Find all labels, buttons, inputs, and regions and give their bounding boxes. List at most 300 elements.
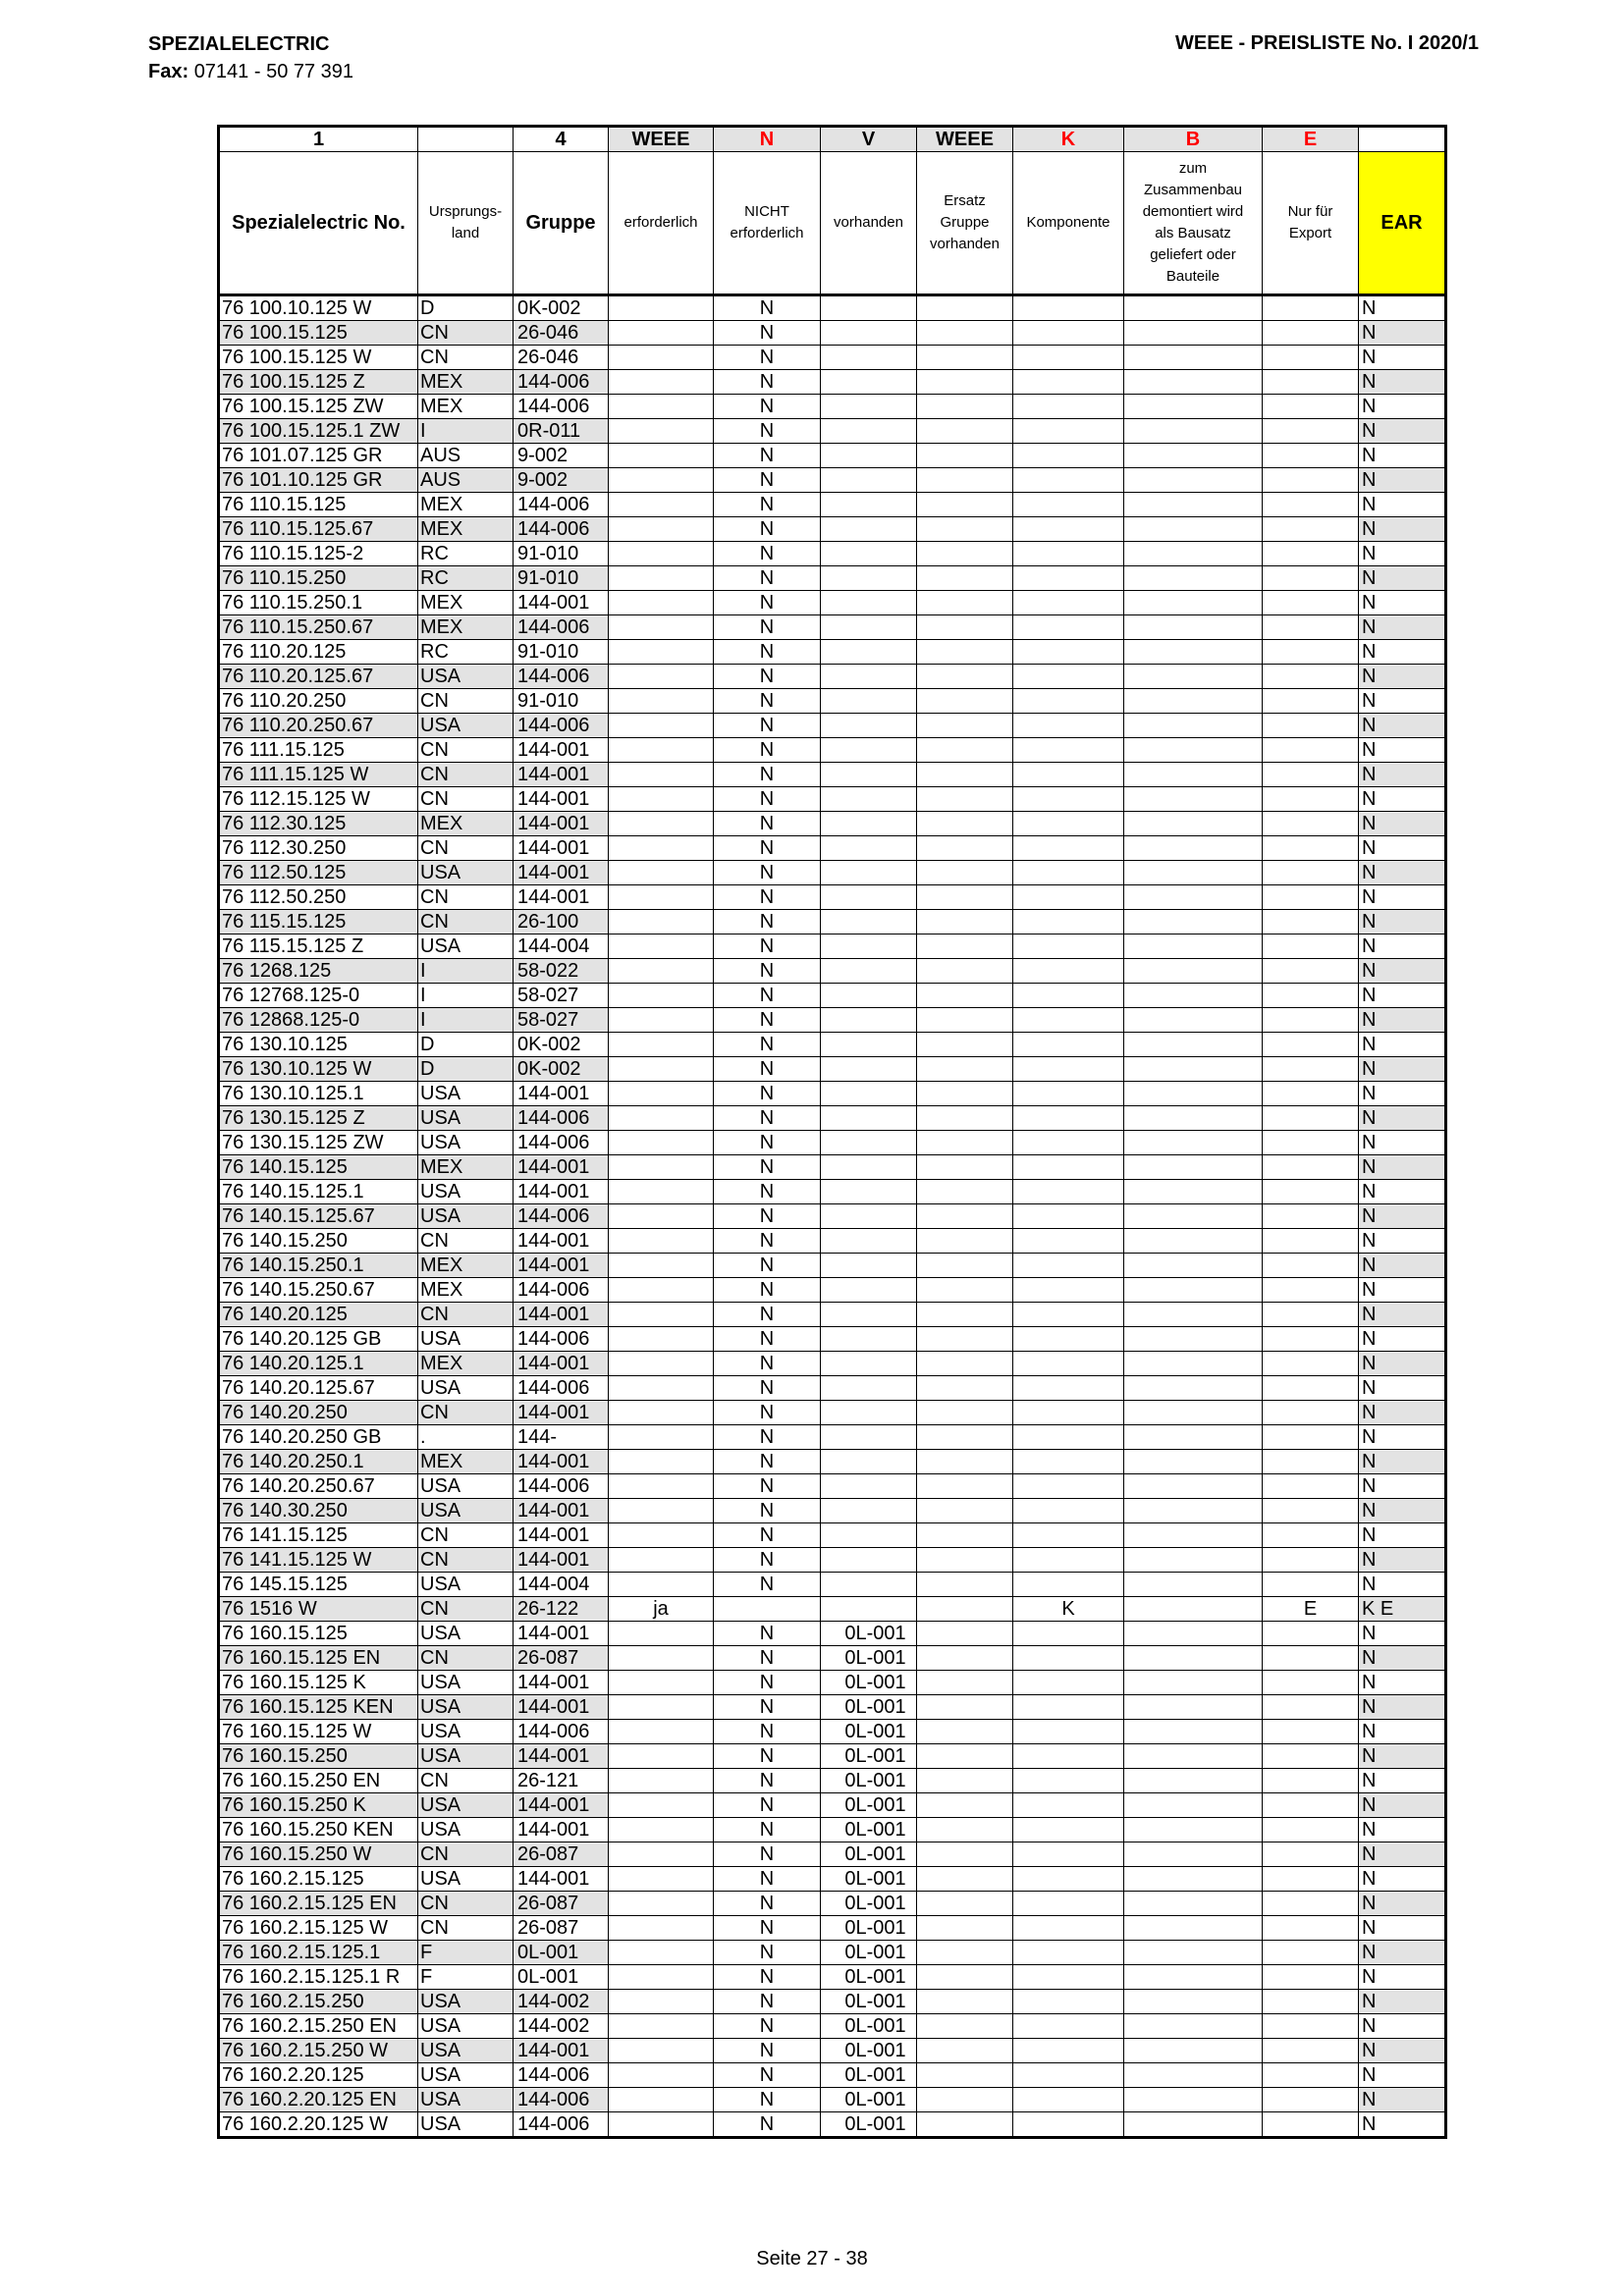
cell-gruppe: 144-001 — [514, 787, 609, 812]
cell-ersatz-gruppe — [917, 1892, 1013, 1916]
cell-zusammenbau — [1124, 1278, 1263, 1303]
cell-ear: N — [1359, 395, 1446, 419]
cell-zusammenbau — [1124, 2088, 1263, 2112]
cell-ersatz-gruppe — [917, 1033, 1013, 1057]
cell-komponente — [1013, 542, 1124, 566]
cell-nicht-erforderlich: N — [714, 1376, 821, 1401]
cell-ersatz-gruppe — [917, 1916, 1013, 1941]
cell-ursprungsland: CN — [418, 1916, 514, 1941]
cell-nicht-erforderlich: N — [714, 1303, 821, 1327]
cell-gruppe: 58-027 — [514, 984, 609, 1008]
cell-ersatz-gruppe — [917, 1842, 1013, 1867]
cell-gruppe: 144-001 — [514, 1082, 609, 1106]
table-row — [219, 1499, 1446, 1523]
cell-spezialelectric-no: 76 140.15.250.1 — [219, 1254, 418, 1278]
cell-spezialelectric-no: 76 101.07.125 GR — [219, 444, 418, 468]
cell-ersatz-gruppe — [917, 615, 1013, 640]
cell-nicht-erforderlich: N — [714, 444, 821, 468]
cell-ursprungsland: CN — [418, 836, 514, 861]
cell-ersatz-gruppe — [917, 1793, 1013, 1818]
cell-nicht-erforderlich: N — [714, 346, 821, 370]
cell-komponente — [1013, 1474, 1124, 1499]
cell-ersatz-gruppe — [917, 2014, 1013, 2039]
cell-nur-fuer-export — [1263, 395, 1359, 419]
cell-gruppe: 144-004 — [514, 1573, 609, 1597]
cell-nicht-erforderlich: N — [714, 1793, 821, 1818]
cell-gruppe: 144-006 — [514, 2088, 609, 2112]
cell-gruppe: 26-087 — [514, 1842, 609, 1867]
cell-ersatz-gruppe — [917, 2112, 1013, 2138]
cell-ear: N — [1359, 1916, 1446, 1941]
cell-nicht-erforderlich: N — [714, 1180, 821, 1204]
cell-ursprungsland: USA — [418, 1573, 514, 1597]
cell-vorhanden — [821, 1401, 917, 1425]
cell-ursprungsland: CN — [418, 1769, 514, 1793]
cell-erforderlich — [609, 1695, 714, 1720]
cell-ersatz-gruppe — [917, 1769, 1013, 1793]
cell-ear: N — [1359, 984, 1446, 1008]
cell-spezialelectric-no: 76 140.15.125.1 — [219, 1180, 418, 1204]
cell-komponente — [1013, 1155, 1124, 1180]
cell-ear: N — [1359, 1401, 1446, 1425]
cell-zusammenbau — [1124, 1425, 1263, 1450]
table-row — [219, 640, 1446, 665]
table-row — [219, 1867, 1446, 1892]
cell-nur-fuer-export — [1263, 1867, 1359, 1892]
header-erforderlich: erforderlich — [609, 152, 714, 295]
cell-ersatz-gruppe — [917, 1646, 1013, 1671]
cell-ear: N — [1359, 763, 1446, 787]
cell-komponente — [1013, 591, 1124, 615]
cell-ersatz-gruppe — [917, 493, 1013, 517]
cell-komponente — [1013, 1720, 1124, 1744]
cell-vorhanden — [821, 934, 917, 959]
cell-komponente — [1013, 395, 1124, 419]
cell-gruppe: 144-001 — [514, 885, 609, 910]
cell-vorhanden: 0L-001 — [821, 2063, 917, 2088]
fax-line — [148, 58, 353, 85]
cell-erforderlich — [609, 714, 714, 738]
table-row — [219, 1818, 1446, 1842]
cell-komponente — [1013, 1499, 1124, 1523]
cell-vorhanden — [821, 1057, 917, 1082]
cell-spezialelectric-no: 76 100.10.125 W — [219, 295, 418, 321]
cell-gruppe: 144-001 — [514, 1401, 609, 1425]
cell-zusammenbau — [1124, 1106, 1263, 1131]
cell-gruppe: 144-006 — [514, 1106, 609, 1131]
cell-spezialelectric-no: 76 110.15.125.67 — [219, 517, 418, 542]
cell-ersatz-gruppe — [917, 1867, 1013, 1892]
top-header-k: K — [1013, 127, 1124, 152]
cell-nur-fuer-export — [1263, 885, 1359, 910]
cell-spezialelectric-no: 76 140.20.125.67 — [219, 1376, 418, 1401]
cell-vorhanden — [821, 1548, 917, 1573]
table-row — [219, 1916, 1446, 1941]
cell-zusammenbau — [1124, 1941, 1263, 1965]
cell-komponente — [1013, 689, 1124, 714]
cell-vorhanden — [821, 1523, 917, 1548]
cell-zusammenbau — [1124, 1769, 1263, 1793]
cell-ursprungsland: D — [418, 1033, 514, 1057]
cell-komponente — [1013, 1842, 1124, 1867]
cell-spezialelectric-no: 76 100.15.125.1 ZW — [219, 419, 418, 444]
cell-nur-fuer-export — [1263, 1769, 1359, 1793]
table-row — [219, 295, 1446, 321]
cell-vorhanden — [821, 444, 917, 468]
cell-gruppe: 144-002 — [514, 1990, 609, 2014]
cell-ear: N — [1359, 1499, 1446, 1523]
cell-nicht-erforderlich: N — [714, 615, 821, 640]
table-row — [219, 812, 1446, 836]
cell-komponente — [1013, 812, 1124, 836]
cell-erforderlich — [609, 1278, 714, 1303]
cell-zusammenbau — [1124, 1376, 1263, 1401]
cell-ursprungsland: CN — [418, 787, 514, 812]
cell-gruppe: 144-006 — [514, 1474, 609, 1499]
cell-vorhanden — [821, 836, 917, 861]
table-row — [219, 1033, 1446, 1057]
cell-ursprungsland: MEX — [418, 615, 514, 640]
cell-vorhanden — [821, 1352, 917, 1376]
cell-ursprungsland: USA — [418, 1499, 514, 1523]
cell-spezialelectric-no: 76 140.20.250.67 — [219, 1474, 418, 1499]
cell-komponente — [1013, 885, 1124, 910]
cell-nicht-erforderlich: N — [714, 665, 821, 689]
cell-nicht-erforderlich: N — [714, 591, 821, 615]
cell-gruppe: 26-100 — [514, 910, 609, 934]
cell-komponente — [1013, 1867, 1124, 1892]
table-row — [219, 1548, 1446, 1573]
cell-nur-fuer-export — [1263, 1941, 1359, 1965]
cell-zusammenbau — [1124, 542, 1263, 566]
cell-vorhanden — [821, 763, 917, 787]
cell-erforderlich — [609, 1474, 714, 1499]
cell-spezialelectric-no: 76 140.20.125 — [219, 1303, 418, 1327]
table-row — [219, 2039, 1446, 2063]
header-nicht-erforderlich: NICHT erforderlich — [714, 152, 821, 295]
cell-zusammenbau — [1124, 1622, 1263, 1646]
cell-nur-fuer-export — [1263, 346, 1359, 370]
cell-erforderlich — [609, 1303, 714, 1327]
cell-komponente — [1013, 763, 1124, 787]
cell-ersatz-gruppe — [917, 1106, 1013, 1131]
cell-gruppe: 144-001 — [514, 1180, 609, 1204]
cell-gruppe: 144-006 — [514, 1327, 609, 1352]
table-row — [219, 1008, 1446, 1033]
cell-komponente — [1013, 984, 1124, 1008]
cell-ersatz-gruppe — [917, 321, 1013, 346]
cell-nicht-erforderlich: N — [714, 468, 821, 493]
table-row — [219, 1155, 1446, 1180]
cell-komponente — [1013, 1008, 1124, 1033]
cell-spezialelectric-no: 76 12768.125-0 — [219, 984, 418, 1008]
table-row — [219, 2014, 1446, 2039]
cell-ursprungsland: CN — [418, 885, 514, 910]
table-row — [219, 1671, 1446, 1695]
cell-spezialelectric-no: 76 160.2.15.125 — [219, 1867, 418, 1892]
cell-spezialelectric-no: 76 115.15.125 — [219, 910, 418, 934]
cell-nicht-erforderlich: N — [714, 1474, 821, 1499]
table-row — [219, 517, 1446, 542]
cell-spezialelectric-no: 76 111.15.125 W — [219, 763, 418, 787]
cell-ursprungsland: USA — [418, 1990, 514, 2014]
cell-ear: N — [1359, 1008, 1446, 1033]
table-row — [219, 2063, 1446, 2088]
cell-spezialelectric-no: 76 160.2.20.125 — [219, 2063, 418, 2088]
cell-erforderlich — [609, 395, 714, 419]
cell-zusammenbau — [1124, 1474, 1263, 1499]
cell-gruppe: 144-001 — [514, 1548, 609, 1573]
cell-nur-fuer-export — [1263, 1671, 1359, 1695]
cell-vorhanden — [821, 419, 917, 444]
cell-spezialelectric-no: 76 110.20.125 — [219, 640, 418, 665]
cell-ear: N — [1359, 566, 1446, 591]
cell-ursprungsland: F — [418, 1941, 514, 1965]
cell-nur-fuer-export — [1263, 1450, 1359, 1474]
cell-ear: N — [1359, 910, 1446, 934]
cell-vorhanden: 0L-001 — [821, 1744, 917, 1769]
cell-nur-fuer-export — [1263, 1523, 1359, 1548]
cell-nur-fuer-export — [1263, 615, 1359, 640]
cell-nicht-erforderlich: N — [714, 1131, 821, 1155]
cell-ersatz-gruppe — [917, 1499, 1013, 1523]
cell-vorhanden: 0L-001 — [821, 1720, 917, 1744]
cell-vorhanden — [821, 1155, 917, 1180]
cell-ersatz-gruppe — [917, 1327, 1013, 1352]
cell-zusammenbau — [1124, 763, 1263, 787]
table-row — [219, 566, 1446, 591]
cell-vorhanden — [821, 321, 917, 346]
cell-ursprungsland: USA — [418, 1106, 514, 1131]
table-row — [219, 1204, 1446, 1229]
cell-ear: N — [1359, 1474, 1446, 1499]
table-row — [219, 419, 1446, 444]
cell-nur-fuer-export — [1263, 444, 1359, 468]
cell-gruppe: 144-006 — [514, 714, 609, 738]
cell-komponente — [1013, 1671, 1124, 1695]
cell-zusammenbau — [1124, 665, 1263, 689]
cell-nur-fuer-export — [1263, 1327, 1359, 1352]
top-header-weee-ersatz: WEEE — [917, 127, 1013, 152]
cell-ersatz-gruppe — [917, 1303, 1013, 1327]
cell-nicht-erforderlich: N — [714, 2063, 821, 2088]
cell-zusammenbau — [1124, 1990, 1263, 2014]
cell-gruppe: 91-010 — [514, 566, 609, 591]
cell-komponente — [1013, 910, 1124, 934]
cell-komponente — [1013, 444, 1124, 468]
cell-nur-fuer-export — [1263, 1720, 1359, 1744]
cell-gruppe: 144-006 — [514, 370, 609, 395]
cell-spezialelectric-no: 76 100.15.125 ZW — [219, 395, 418, 419]
top-header-b: B — [1124, 127, 1263, 152]
cell-nicht-erforderlich: N — [714, 395, 821, 419]
cell-gruppe: 0K-002 — [514, 295, 609, 321]
cell-ear: N — [1359, 493, 1446, 517]
cell-zusammenbau — [1124, 714, 1263, 738]
cell-ursprungsland: RC — [418, 640, 514, 665]
cell-ear: N — [1359, 1769, 1446, 1793]
cell-nicht-erforderlich: N — [714, 419, 821, 444]
cell-nur-fuer-export — [1263, 934, 1359, 959]
cell-vorhanden — [821, 1033, 917, 1057]
cell-komponente — [1013, 1376, 1124, 1401]
cell-gruppe: 91-010 — [514, 542, 609, 566]
cell-komponente — [1013, 1057, 1124, 1082]
cell-komponente — [1013, 1523, 1124, 1548]
cell-ersatz-gruppe — [917, 419, 1013, 444]
cell-nur-fuer-export — [1263, 1425, 1359, 1450]
cell-ursprungsland: CN — [418, 763, 514, 787]
cell-nicht-erforderlich: N — [714, 1008, 821, 1033]
cell-erforderlich — [609, 812, 714, 836]
table-row — [219, 1744, 1446, 1769]
table-row — [219, 1720, 1446, 1744]
cell-nicht-erforderlich: N — [714, 689, 821, 714]
cell-nicht-erforderlich — [714, 1597, 821, 1622]
cell-erforderlich — [609, 2063, 714, 2088]
table-row — [219, 1842, 1446, 1867]
cell-spezialelectric-no: 76 100.15.125 — [219, 321, 418, 346]
table-row — [219, 1057, 1446, 1082]
cell-spezialelectric-no: 76 141.15.125 W — [219, 1548, 418, 1573]
cell-nur-fuer-export — [1263, 1892, 1359, 1916]
cell-erforderlich — [609, 1106, 714, 1131]
cell-ear: N — [1359, 1303, 1446, 1327]
cell-nur-fuer-export — [1263, 689, 1359, 714]
cell-vorhanden: 0L-001 — [821, 1793, 917, 1818]
cell-ursprungsland: USA — [418, 1622, 514, 1646]
cell-zusammenbau — [1124, 984, 1263, 1008]
cell-erforderlich — [609, 787, 714, 812]
cell-ear: N — [1359, 1744, 1446, 1769]
cell-ursprungsland: I — [418, 1008, 514, 1033]
table-row — [219, 591, 1446, 615]
cell-gruppe: 144-004 — [514, 934, 609, 959]
cell-erforderlich — [609, 591, 714, 615]
cell-zusammenbau — [1124, 1327, 1263, 1352]
cell-zusammenbau — [1124, 321, 1263, 346]
cell-ursprungsland: I — [418, 959, 514, 984]
cell-nur-fuer-export — [1263, 542, 1359, 566]
cell-nur-fuer-export — [1263, 1254, 1359, 1278]
cell-gruppe: 144-006 — [514, 1278, 609, 1303]
cell-ersatz-gruppe — [917, 1474, 1013, 1499]
cell-vorhanden: 0L-001 — [821, 1818, 917, 1842]
company-name: SPEZIALELECTRIC — [148, 33, 330, 55]
cell-ear: N — [1359, 444, 1446, 468]
cell-nicht-erforderlich: N — [714, 1695, 821, 1720]
cell-spezialelectric-no: 76 140.15.125 — [219, 1155, 418, 1180]
cell-komponente — [1013, 1646, 1124, 1671]
cell-spezialelectric-no: 76 140.15.250.67 — [219, 1278, 418, 1303]
company-block — [148, 30, 353, 85]
cell-nur-fuer-export — [1263, 910, 1359, 934]
cell-gruppe: 144-001 — [514, 1695, 609, 1720]
cell-vorhanden — [821, 640, 917, 665]
cell-ersatz-gruppe — [917, 370, 1013, 395]
cell-komponente — [1013, 2063, 1124, 2088]
cell-komponente — [1013, 959, 1124, 984]
cell-ursprungsland: USA — [418, 714, 514, 738]
cell-ursprungsland: MEX — [418, 1450, 514, 1474]
cell-spezialelectric-no: 76 140.15.125.67 — [219, 1204, 418, 1229]
cell-vorhanden — [821, 1106, 917, 1131]
cell-ear: N — [1359, 812, 1446, 836]
cell-gruppe: 0L-001 — [514, 1965, 609, 1990]
cell-ersatz-gruppe — [917, 1254, 1013, 1278]
cell-ursprungsland: MEX — [418, 395, 514, 419]
cell-ursprungsland: CN — [418, 1523, 514, 1548]
cell-spezialelectric-no: 76 160.15.250 EN — [219, 1769, 418, 1793]
cell-vorhanden — [821, 1499, 917, 1523]
cell-zusammenbau — [1124, 1180, 1263, 1204]
cell-nicht-erforderlich: N — [714, 1769, 821, 1793]
cell-spezialelectric-no: 76 110.20.125.67 — [219, 665, 418, 689]
cell-ersatz-gruppe — [917, 1548, 1013, 1573]
cell-zusammenbau — [1124, 934, 1263, 959]
cell-ersatz-gruppe — [917, 2088, 1013, 2112]
cell-vorhanden — [821, 1474, 917, 1499]
cell-gruppe: 58-027 — [514, 1008, 609, 1033]
cell-spezialelectric-no: 76 111.15.125 — [219, 738, 418, 763]
cell-ear: N — [1359, 1646, 1446, 1671]
cell-gruppe: 144-006 — [514, 615, 609, 640]
page-number: Seite 27 - 38 — [756, 2248, 868, 2269]
cell-zusammenbau — [1124, 1303, 1263, 1327]
cell-ersatz-gruppe — [917, 1401, 1013, 1425]
cell-erforderlich: ja — [609, 1597, 714, 1622]
cell-ersatz-gruppe — [917, 1131, 1013, 1155]
fax-number: 07141 - 50 77 391 — [193, 61, 354, 82]
cell-komponente — [1013, 2112, 1124, 2138]
cell-nicht-erforderlich: N — [714, 1155, 821, 1180]
cell-zusammenbau — [1124, 1867, 1263, 1892]
cell-ear: N — [1359, 2088, 1446, 2112]
cell-nicht-erforderlich: N — [714, 2112, 821, 2138]
cell-komponente — [1013, 738, 1124, 763]
cell-nicht-erforderlich: N — [714, 959, 821, 984]
cell-vorhanden — [821, 517, 917, 542]
cell-erforderlich — [609, 1990, 714, 2014]
cell-zusammenbau — [1124, 1450, 1263, 1474]
cell-gruppe: 144-001 — [514, 1352, 609, 1376]
cell-ursprungsland: USA — [418, 1867, 514, 1892]
cell-erforderlich — [609, 1892, 714, 1916]
cell-ursprungsland: USA — [418, 1720, 514, 1744]
cell-erforderlich — [609, 1376, 714, 1401]
cell-vorhanden: 0L-001 — [821, 1892, 917, 1916]
cell-gruppe: 144-006 — [514, 1204, 609, 1229]
cell-komponente — [1013, 1450, 1124, 1474]
cell-erforderlich — [609, 1131, 714, 1155]
cell-vorhanden: 0L-001 — [821, 1842, 917, 1867]
cell-erforderlich — [609, 346, 714, 370]
cell-ersatz-gruppe — [917, 984, 1013, 1008]
cell-nur-fuer-export — [1263, 591, 1359, 615]
table-row — [219, 370, 1446, 395]
cell-gruppe: 144-001 — [514, 861, 609, 885]
cell-nicht-erforderlich: N — [714, 640, 821, 665]
cell-spezialelectric-no: 76 140.30.250 — [219, 1499, 418, 1523]
top-header-v: V — [821, 127, 917, 152]
cell-nur-fuer-export — [1263, 1278, 1359, 1303]
cell-ersatz-gruppe — [917, 395, 1013, 419]
header-gruppe: Gruppe — [514, 152, 609, 295]
cell-spezialelectric-no: 76 141.15.125 — [219, 1523, 418, 1548]
cell-gruppe: 58-022 — [514, 959, 609, 984]
header-row-labels — [219, 152, 1446, 295]
cell-ursprungsland: USA — [418, 2112, 514, 2138]
